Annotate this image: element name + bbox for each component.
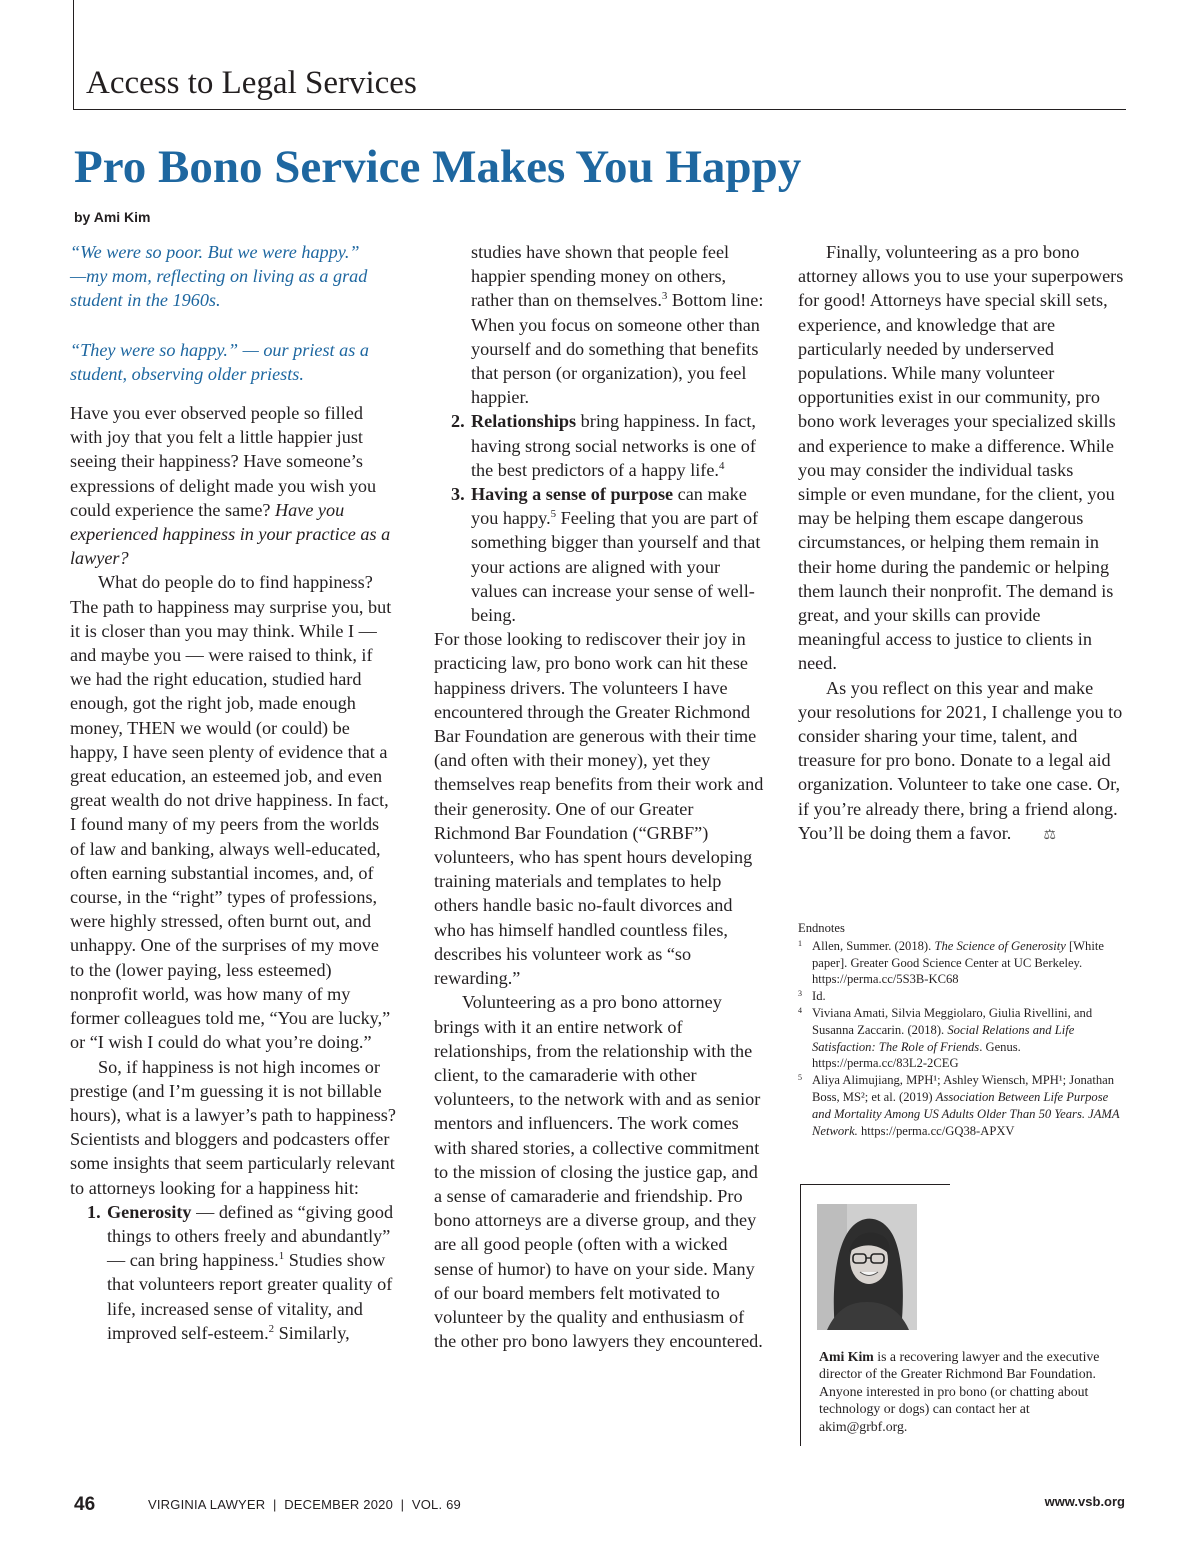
scales-icon: ⚖ [1043,826,1056,843]
endnotes-title: Endnotes [798,921,845,935]
website-url: www.vsb.org [1044,1494,1125,1509]
author-bio: Ami Kim is a recovering lawyer and the executive director of the Greater Richmond Bar Foundation. Anyone interested in pro bono (or chatting about technology or dogs) can contact her at akim@grbf.org. [819,1349,1100,1434]
drivers-list-part-2 [434,409,764,627]
paragraph-6: Finally, volunteering as a pro bono attorney allows you to use your superpowers for good! Attorneys have special skill sets, experience, and knowledge that are particularly needed by underserved populations. While many volunteer opportunities exist in our community, pro bono work leverages your specialized skills and experience to make a difference. While you may consider the individual tasks simple or even mundane, for the client, you may be helping them escape dangerous circumstances, or helping them remain in their home during the pandemic or helping them launch their nonprofit. The demand is great, and your skills can provide meaningful access to justice to clients in need. [798,242,1124,674]
drivers-list-part-1 [70,1200,396,1345]
author-photo [817,1204,917,1330]
column-2 [434,240,764,1353]
paragraph-2: What do people do to find happiness? The path to happiness may surprise you, but it is closer than you may think. While I — and maybe you — were raised to think, if we had the right education, studied hard enough, got the right job, made enough money, THEN we would (or could) be happy, I have seen plenty of evidence that a great education, an esteemed job, and even great wealth do not drive happiness. In fact, I found many of my peers from the worlds of law and banking, always well-educated, often earning substantial incomes, and, of course, in the “right” types of professions, were highly stressed, often burnt out, and unhappy. One of the surprises of my move to the (lower paying, less esteemed) nonprofit world, was how many of my former colleagues told me, “You are lucky,” or “I wish I could do what you’re doing.” [70,572,392,1053]
author-photo-illustration [817,1204,917,1330]
section-title: Access to Legal Services [86,65,417,101]
paragraph-7: As you reflect on this year and make your resolutions for 2021, I challenge you to consider sharing your time, talent, and treasure for pro bono. Donate to a legal aid organization. Volunteer to take one case. Or, if you’re already there, bring a friend along. You’ll be doing them a favor. ⚖ [798,676,1124,847]
section-rule-horizontal [73,109,1126,110]
epigraph-1: “We were so poor. But we were happy.” —my mom, reflecting on living as a grad student in the 1960s. [70,242,368,311]
epigraph-2: “They were so happy.” — our priest as a student, observing older priests. [70,339,369,384]
column-3 [798,240,1124,847]
section-rule-vertical [73,0,74,110]
endnotes [798,920,1124,1139]
article-headline: Pro Bono Service Makes You Happy [74,141,802,193]
list-item-generosity: 1. Generosity — defined as “giving good things to others freely and abundantly” — can bring happiness.$^1$ Studies show that volunteers report greater quality of life, increased sense of vitality, and improved self-esteem.$^2$ Similarly, [87,1201,394,1343]
list-item-relationships: 2. Relationships bring happiness. In fact, having strong social networks is one of the best predictors of a happy life.$^4$ [451,411,756,480]
column-1 [70,240,396,1345]
endnote-3: 3 Id. [798,989,826,1004]
byline: by Ami Kim [74,209,151,225]
bio-rule-horizontal [800,1184,950,1185]
paragraph-4: For those looking to rediscover their joy in practicing law, pro bono work can hit these happiness drivers. The volunteers I have encountered through the Greater Richmond Bar Foundation are generous with their time (and often with their money), yet they themselves reap benefits from their work and their generosity. One of our Greater Richmond Bar Foundation (“GRBF”) volunteers, who has spent hours developing training materials and templates to help others handle basic no-fault divorces and who has himself handled countless files, describes his volunteer work as “so rewarding.” [434,629,764,989]
generosity-continuation: studies have shown that people feel happier spending money on others, rather than on themselves.$^3$ Bottom line: When you focus on someone other than yourself and do something that benefits that person (or organization), you feel happier. [471,242,764,408]
paragraph-5: Volunteering as a pro bono attorney brings with it an entire network of relationships, from the relationship with the client, to the camaraderie with other volunteers, to the network with and as senior mentors and influencers. The work comes with shared stories, a collective commitment to the mission of closing the justice gap, and a sense of camaraderie and friendship. Pro bono attorneys are a diverse group, and they are all good people (often with a wicked sense of humor) to have on your side. Many of our board members felt motivated to volunteer by the quality and enthusiasm of the other pro bono lawyers they encountered. [434,992,763,1352]
intro-paragraph: Have you ever observed people so filled with joy that you felt a little happier just seeing their happiness? Have someone’s expressions of delight made you wish you could experience the same? Have you experienced happiness in your practice as a lawyer? [70,403,391,569]
endnote-5: 5 Aliya Alimujiang, MPH¹; Ashley Wiensch, MPH¹; Jonathan Boss, MS²; et al. (2019) Association Between Life Purpose and Mortality Among US Adults Older Than 50 Years. JAMA Network. https://perma.cc/GQ38-APXV [798,1073,1120,1138]
publication-info: VIRGINIA LAWYER | DECEMBER 2020 | VOL. 69 [148,1497,461,1512]
page-number: 46 [74,1494,96,1515]
paragraph-3: So, if happiness is not high incomes or prestige (and I’m guessing it is not billable hours), what is a lawyer’s path to happiness? Scientists and bloggers and podcasters offer some insights that seem particularly relevant to attorneys looking for a happiness hit: [70,1056,396,1198]
endnote-1: 1 Allen, Summer. (2018). The Science of Generosity [White paper]. Greater Good Science Center at UC Berkeley. https://perma.cc/5S3B-KC68 [798,938,1104,987]
list-item-purpose: 3. Having a sense of purpose can make you happy.$^5$ Feeling that you are part of something bigger than yourself and that your actions are aligned with your values can increase your sense of well-being. [451,484,761,626]
bio-rule-vertical [800,1184,801,1446]
endnote-4: 4 Viviana Amati, Silvia Meggiolaro, Giulia Rivellini, and Susanna Zaccarin. (2018). Social Relations and Life Satisfaction: The Role of Friends. Genus. https://perma.cc/83L2-2CEG [798,1005,1093,1071]
